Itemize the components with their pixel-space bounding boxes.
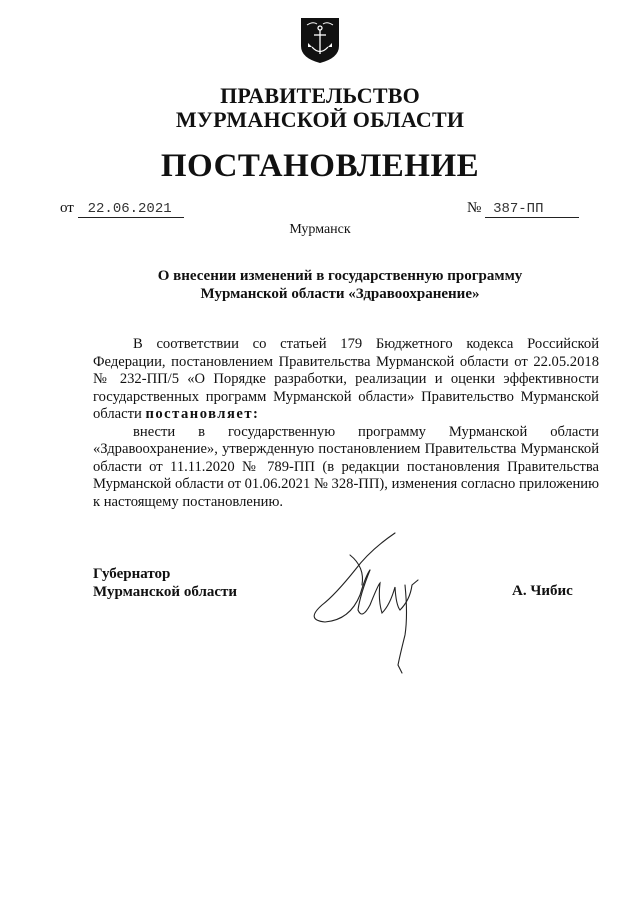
resolution-colon: : bbox=[253, 406, 260, 422]
document-number-line bbox=[467, 200, 579, 218]
org-title-line1: ПРАВИТЕЛЬСТВО bbox=[220, 83, 420, 108]
subject-line2: Мурманской области «Здравоохранение» bbox=[200, 286, 480, 302]
date-label: от bbox=[60, 200, 74, 216]
document-type-title: ПОСТАНОВЛЕНИЕ bbox=[160, 148, 480, 184]
coat-of-arms-icon bbox=[299, 16, 341, 64]
org-title-line2: МУРМАНСКОЙ ОБЛАСТИ bbox=[175, 107, 465, 132]
signer-title-line2: Мурманской области bbox=[93, 584, 238, 600]
signer-title bbox=[93, 565, 237, 601]
body-paragraph-1 bbox=[93, 336, 599, 424]
body-paragraph-2: внести в государственную программу Мурманской области «Здравоохранение», утвержденную постановлением Правительства Мурманской области от 11.11.2020 № 789-ПП (в редакции постановления Правительства Мурманской области от 01.06.2021 № 328-ПП), изменения согласно приложению к настоящему постановлению. bbox=[93, 423, 599, 510]
handwritten-signature-icon bbox=[300, 525, 450, 675]
signer-title-line1: Губернатор bbox=[93, 566, 171, 582]
number-label: № bbox=[467, 200, 482, 216]
signer-name: А. Чибис bbox=[512, 583, 573, 599]
document-subject bbox=[150, 267, 530, 303]
document-date: 22.06.2021 bbox=[78, 202, 184, 218]
subject-line1: О внесении изменений в государственную программу bbox=[157, 268, 523, 284]
document-number: 387-ПП bbox=[485, 202, 579, 218]
document-date-line bbox=[60, 200, 184, 218]
paragraph-1-text: В соответствии со статьей 179 Бюджетного кодекса Российской Федерации, постановлением Правительства Мурманской области от 22.05.2018 № 232-ПП/5 «О Порядке разработки, реализации и оценки эффективности государственных программ Мурманской области» Правительство Мурманской области bbox=[93, 336, 599, 422]
city-name: Мурманск bbox=[289, 222, 351, 237]
document-body bbox=[93, 336, 599, 511]
resolution-keyword: постановляет bbox=[145, 406, 254, 422]
